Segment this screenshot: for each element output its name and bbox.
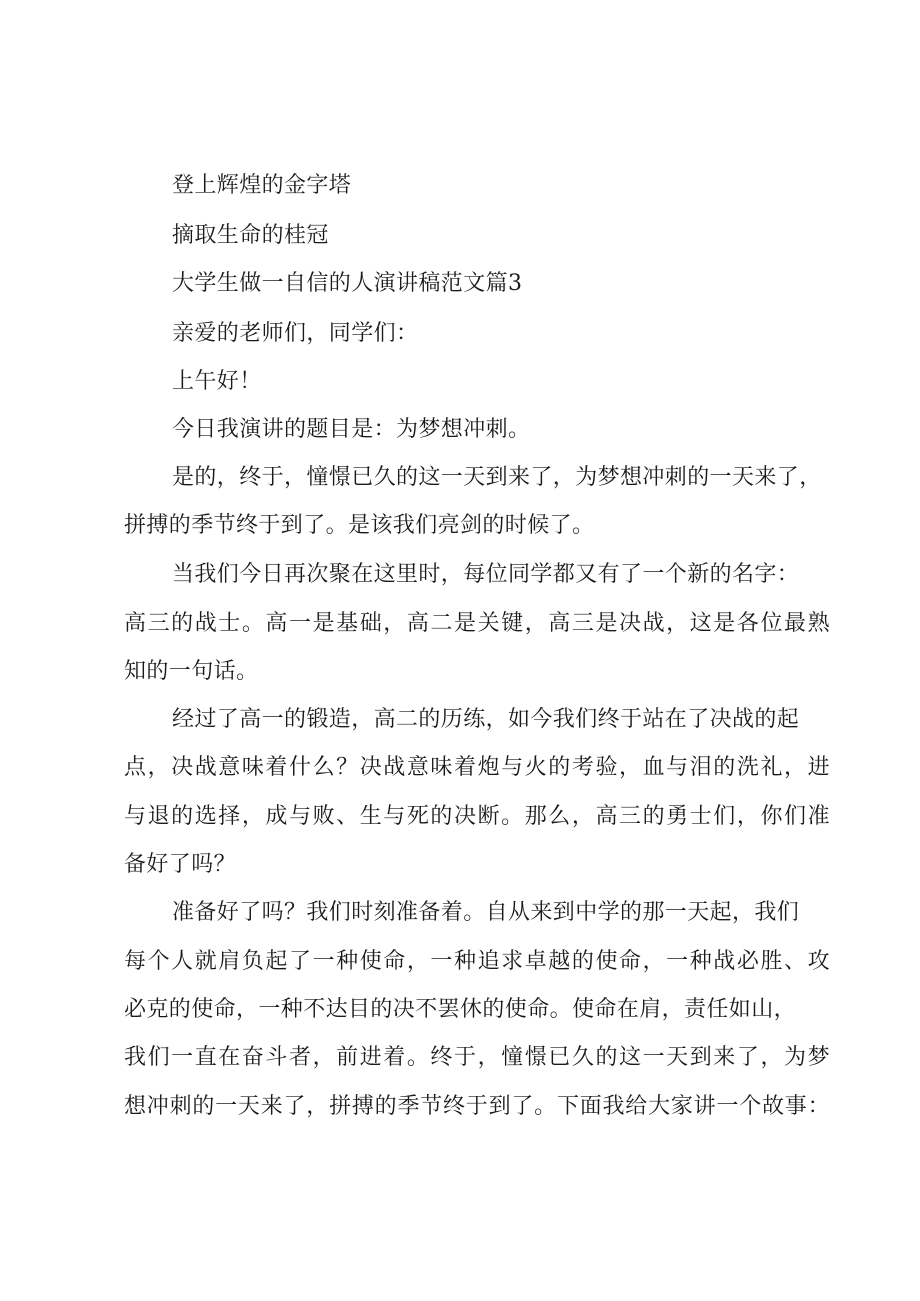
poem-line: 摘取生命的桂冠 — [172, 223, 329, 248]
paragraph-line: 每个人就肩负起了一种使命，一种追求卓越的使命，一种战必胜、攻 — [124, 949, 830, 974]
paragraph-line: 备好了吗？ — [124, 852, 237, 877]
poem-line: 登上辉煌的金字塔 — [172, 173, 352, 198]
paragraph-line: 高三的战士。高一是基础，高二是关键，高三是决战，这是各位最熟 — [124, 611, 830, 636]
paragraph-line: 当我们今日再次聚在这里时，每位同学都又有了一个新的名字： — [172, 562, 800, 587]
section-heading: 大学生做一自信的人演讲稿范文篇3 — [172, 271, 523, 296]
paragraph-line: 想冲刺的一天来了，拼搏的季节终于到了。下面我给大家讲一个故事： — [124, 1094, 830, 1119]
paragraph-line: 必克的使命，一种不达目的决不罢休的使命。使命在肩，责任如山， — [124, 997, 797, 1022]
paragraph-line: 与退的选择，成与败、生与死的决断。那么，高三的勇士们，你们准 — [124, 804, 830, 829]
paragraph-line: 经过了高一的锻造，高二的历练，如今我们终于站在了决战的起 — [172, 707, 800, 732]
paragraph-line: 知的一句话。 — [124, 659, 259, 684]
paragraph-line: 是的，终于，憧憬已久的这一天到来了，为梦想冲刺的一天来了， — [172, 465, 822, 490]
paragraph-line: 点，决战意味着什么？决战意味着炮与火的考验，血与泪的洗礼，进 — [124, 755, 830, 780]
paragraph-line: 我们一直在奋斗者，前进着。终于，憧憬已久的这一天到来了，为梦 — [124, 1045, 830, 1070]
paragraph-line: 准备好了吗？我们时刻准备着。自从来到中学的那一天起，我们 — [172, 900, 800, 925]
paragraph-line: 今日我演讲的题目是：为梦想冲刺。 — [172, 417, 531, 442]
greeting: 上午好！ — [172, 369, 262, 394]
paragraph-line: 拼搏的季节终于到了。是该我们亮剑的时候了。 — [124, 513, 595, 538]
salutation: 亲爱的老师们，同学们： — [172, 321, 419, 346]
